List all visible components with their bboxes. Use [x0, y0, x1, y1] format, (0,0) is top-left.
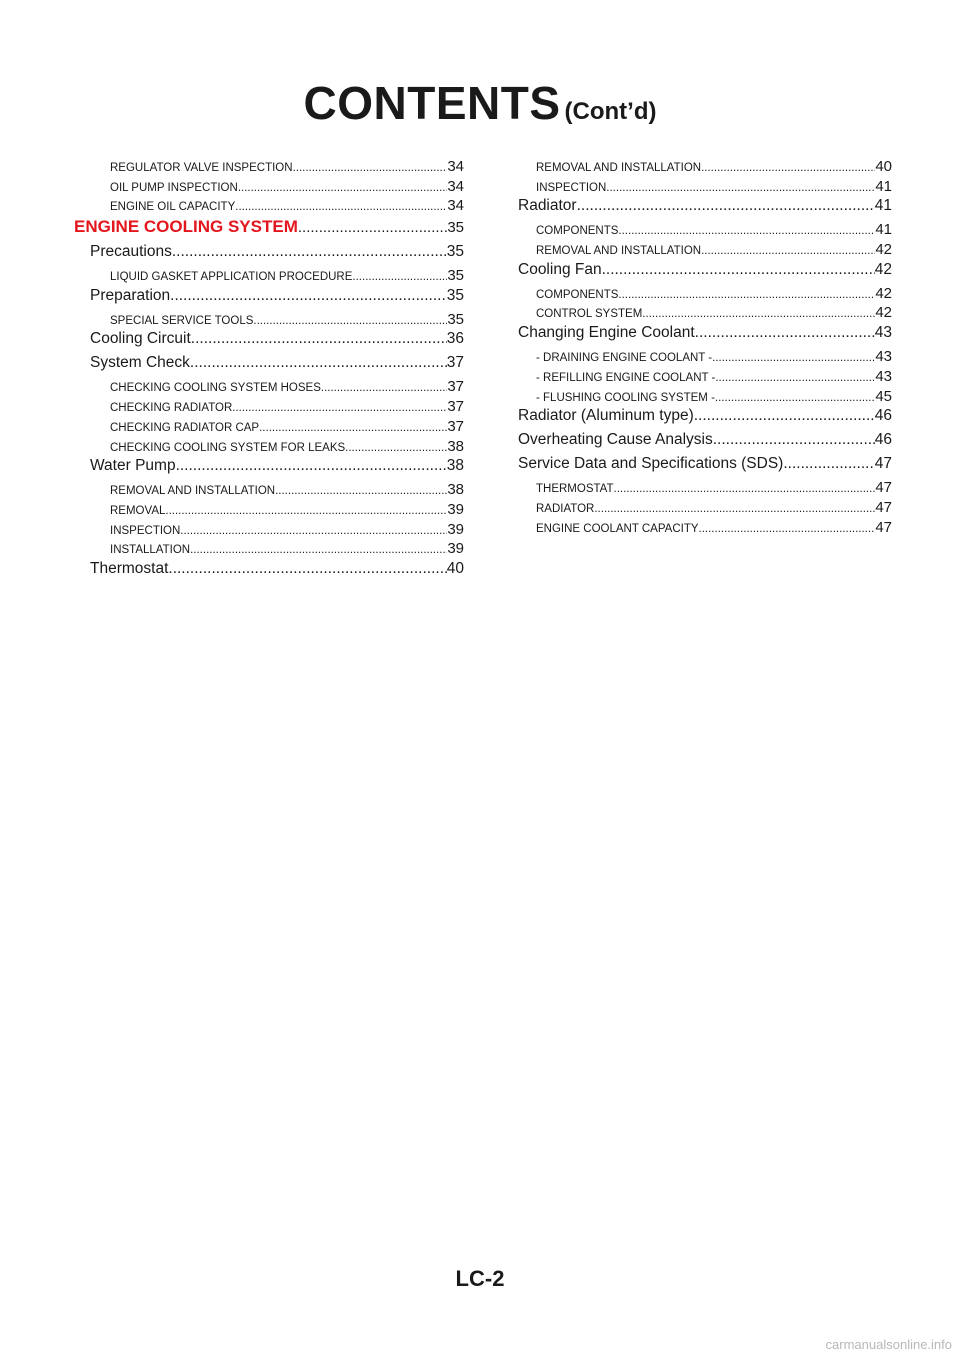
- toc-entry-page: 35: [446, 286, 464, 304]
- toc-entry-label: CONTROL SYSTEM: [536, 308, 643, 321]
- toc-entry-label: - REFILLING ENGINE COOLANT -: [536, 371, 716, 384]
- title-main: CONTENTS: [303, 77, 561, 129]
- dot-leader: [701, 245, 875, 257]
- toc-entry[interactable]: [74, 457, 464, 481]
- toc-entry-page: 37: [447, 417, 464, 435]
- toc-entry[interactable]: [518, 499, 892, 519]
- toc-entry[interactable]: [518, 261, 892, 285]
- dot-leader: [642, 308, 875, 320]
- toc-entry-label: CHECKING RADIATOR CAP: [110, 421, 260, 434]
- toc-entry[interactable]: [518, 407, 892, 431]
- toc-entry-label: Preparation: [90, 286, 171, 304]
- toc-entry-label: ENGINE COOLING SYSTEM: [74, 217, 298, 237]
- toc-entry-label: Overheating Cause Analysis: [518, 431, 713, 449]
- toc-entry-page: 41: [874, 197, 892, 215]
- dot-leader: [618, 225, 875, 237]
- toc-entry-page: 34: [447, 158, 464, 175]
- toc-entry[interactable]: [518, 241, 892, 261]
- dot-leader: [345, 442, 447, 454]
- toc-entry[interactable]: [518, 324, 892, 348]
- toc-entry-label: REMOVAL AND INSTALLATION: [536, 245, 702, 258]
- toc-entry-page: 38: [446, 457, 464, 475]
- toc-entry-page: 36: [446, 330, 464, 348]
- toc-entry-label: ENGINE COOLANT CAPACITY: [536, 522, 699, 535]
- toc-entry-page: 39: [447, 520, 464, 538]
- toc-entry-label: Changing Engine Coolant: [518, 324, 695, 342]
- dot-leader: [713, 431, 875, 449]
- toc-entry-page: 42: [875, 241, 892, 259]
- toc-entry-page: 43: [874, 324, 892, 342]
- toc-entry-page: 37: [446, 354, 464, 372]
- toc-entry-label: System Check: [90, 354, 190, 372]
- toc-entry-label: OIL PUMP INSPECTION: [110, 181, 238, 194]
- toc-left-column: [74, 158, 464, 584]
- dot-leader: [614, 483, 876, 495]
- toc-entry-page: 43: [875, 348, 892, 366]
- toc-entry-page: 35: [447, 310, 464, 328]
- dot-leader: [168, 560, 446, 578]
- toc-entry-page: 38: [447, 481, 464, 499]
- dot-leader: [602, 261, 875, 279]
- dot-leader: [715, 372, 875, 384]
- dot-leader: [606, 182, 875, 194]
- dot-leader: [259, 422, 447, 434]
- page-title: [0, 76, 960, 130]
- toc-entry[interactable]: [74, 243, 464, 267]
- toc-entry[interactable]: [518, 197, 892, 221]
- toc-entry[interactable]: [518, 455, 892, 479]
- toc-entry[interactable]: [518, 431, 892, 455]
- toc-entry-label: ENGINE OIL CAPACITY: [110, 201, 236, 214]
- toc-section-heading[interactable]: [74, 217, 464, 243]
- toc-entry-page: 35: [446, 243, 464, 261]
- toc-entry[interactable]: [518, 388, 892, 408]
- toc-entry[interactable]: [74, 438, 464, 458]
- toc-entry-page: 47: [875, 479, 892, 497]
- toc-entry-page: 41: [875, 177, 892, 195]
- toc-entry[interactable]: [518, 158, 892, 178]
- toc-entry-label: Thermostat: [90, 559, 169, 577]
- toc-entry-page: 41: [875, 221, 892, 239]
- dot-leader: [190, 354, 447, 372]
- toc-entry-label: CHECKING RADIATOR: [110, 402, 233, 415]
- toc-entry-label: Cooling Fan: [518, 260, 602, 278]
- dot-leader: [298, 219, 447, 236]
- toc-entry-page: 34: [447, 197, 464, 215]
- toc-entry-label: Cooling Circuit: [90, 330, 191, 348]
- toc-entry[interactable]: [74, 178, 464, 198]
- toc-entry[interactable]: [74, 378, 464, 398]
- dot-leader: [321, 382, 447, 394]
- toc-entry-label: Precautions: [90, 243, 172, 261]
- toc-entry[interactable]: [74, 540, 464, 560]
- dot-leader: [253, 315, 447, 327]
- toc-entry-page: 37: [447, 378, 464, 396]
- dot-leader: [275, 485, 447, 497]
- toc-entry[interactable]: [74, 311, 464, 331]
- toc-entry[interactable]: [74, 560, 464, 584]
- toc-entry-label: THERMOSTAT: [536, 483, 614, 496]
- toc-entry-page: 39: [447, 540, 464, 558]
- toc-entry-label: COMPONENTS: [536, 225, 619, 238]
- dot-leader: [190, 544, 447, 556]
- toc-entry[interactable]: [74, 521, 464, 541]
- dot-leader: [232, 402, 447, 414]
- dot-leader: [293, 162, 448, 174]
- dot-leader: [170, 287, 447, 305]
- toc-entry-page: 46: [874, 431, 892, 449]
- toc-entry[interactable]: [518, 178, 892, 198]
- toc-entry-label: INSPECTION: [110, 524, 181, 537]
- toc-entry-page: 42: [874, 260, 892, 278]
- dot-leader: [699, 523, 876, 535]
- toc-entry[interactable]: [518, 221, 892, 241]
- toc-entry-label: REMOVAL AND INSTALLATION: [536, 162, 702, 174]
- toc-entry-label: INSTALLATION: [110, 544, 191, 557]
- dot-leader: [715, 392, 875, 404]
- toc-entry[interactable]: [518, 479, 892, 499]
- dot-leader: [618, 289, 875, 301]
- toc-entry-page: 42: [875, 304, 892, 322]
- toc-entry[interactable]: [74, 354, 464, 378]
- toc-entry[interactable]: [74, 287, 464, 311]
- toc-entry[interactable]: [74, 330, 464, 354]
- toc-entry[interactable]: [74, 501, 464, 521]
- toc-entry-label: COMPONENTS: [536, 288, 619, 301]
- dot-leader: [238, 182, 448, 194]
- toc-entry-page: 45: [875, 387, 892, 405]
- toc-entry-page: 40: [446, 559, 464, 577]
- toc-entry[interactable]: [74, 398, 464, 418]
- toc-entry[interactable]: [518, 304, 892, 324]
- toc-entry-page: 47: [875, 518, 892, 536]
- toc-entry-label: RADIATOR: [536, 502, 595, 515]
- toc-entry-page: 35: [447, 267, 464, 285]
- toc-entry[interactable]: [518, 285, 892, 305]
- toc-entry-page: 43: [875, 367, 892, 385]
- toc-entry-label: CHECKING COOLING SYSTEM HOSES: [110, 382, 321, 395]
- toc-entry-label: Service Data and Specifications (SDS): [518, 455, 784, 473]
- toc-entry[interactable]: [518, 519, 892, 539]
- dot-leader: [180, 525, 447, 537]
- toc-entry[interactable]: [74, 197, 464, 217]
- dot-leader: [701, 162, 875, 174]
- toc-entry-page: 38: [447, 437, 464, 455]
- dot-leader: [577, 197, 875, 215]
- dot-leader: [712, 352, 875, 364]
- toc-entry-label: Water Pump: [90, 457, 176, 475]
- toc-right-column: [518, 158, 892, 538]
- dot-leader: [176, 457, 447, 475]
- toc-entry[interactable]: [74, 418, 464, 438]
- toc-entry-label: REMOVAL AND INSTALLATION: [110, 485, 276, 498]
- toc-entry-label: - DRAINING ENGINE COOLANT -: [536, 352, 713, 365]
- toc-entry-page: 46: [874, 407, 892, 425]
- toc-entry-page: 47: [875, 498, 892, 516]
- watermark-text: carmanualsonline.info: [825, 1337, 952, 1352]
- dot-leader: [783, 455, 874, 473]
- toc-entry-label: REGULATOR VALVE INSPECTION: [110, 162, 293, 174]
- dot-leader: [235, 201, 447, 213]
- toc-entry[interactable]: [74, 158, 464, 178]
- toc-entry-page: 37: [447, 398, 464, 416]
- dot-leader: [594, 503, 875, 515]
- toc-entry[interactable]: [518, 368, 892, 388]
- toc-entry-label: CHECKING COOLING SYSTEM FOR LEAKS: [110, 441, 346, 454]
- title-subtitle: (Cont’d): [564, 98, 657, 125]
- toc-entry-label: Radiator: [518, 197, 577, 215]
- page-number: LC-2: [455, 1266, 505, 1291]
- dot-leader: [191, 330, 447, 348]
- toc-entry-page: 42: [875, 284, 892, 302]
- dot-leader: [694, 407, 875, 425]
- toc-entry-page: 47: [874, 455, 892, 473]
- toc-entry-page: 35: [447, 219, 464, 237]
- toc-entry[interactable]: [74, 267, 464, 287]
- toc-entry-label: LIQUID GASKET APPLICATION PROCEDURE: [110, 271, 353, 284]
- toc-entry-page: 40: [875, 158, 892, 175]
- toc-entry-page: 39: [447, 500, 464, 518]
- dot-leader: [172, 243, 447, 261]
- toc-entry-label: REMOVAL: [110, 504, 166, 517]
- toc-entry-label: - FLUSHING COOLING SYSTEM -: [536, 391, 715, 404]
- toc-entry-label: INSPECTION: [536, 181, 607, 194]
- dot-leader: [352, 271, 447, 283]
- toc-entry-label: Radiator (Aluminum type): [518, 407, 694, 425]
- toc-entry-page: 34: [447, 177, 464, 195]
- dot-leader: [165, 505, 447, 517]
- toc-entry[interactable]: [518, 348, 892, 368]
- toc-entry[interactable]: [74, 481, 464, 501]
- dot-leader: [695, 324, 875, 342]
- toc-entry-label: SPECIAL SERVICE TOOLS: [110, 314, 254, 327]
